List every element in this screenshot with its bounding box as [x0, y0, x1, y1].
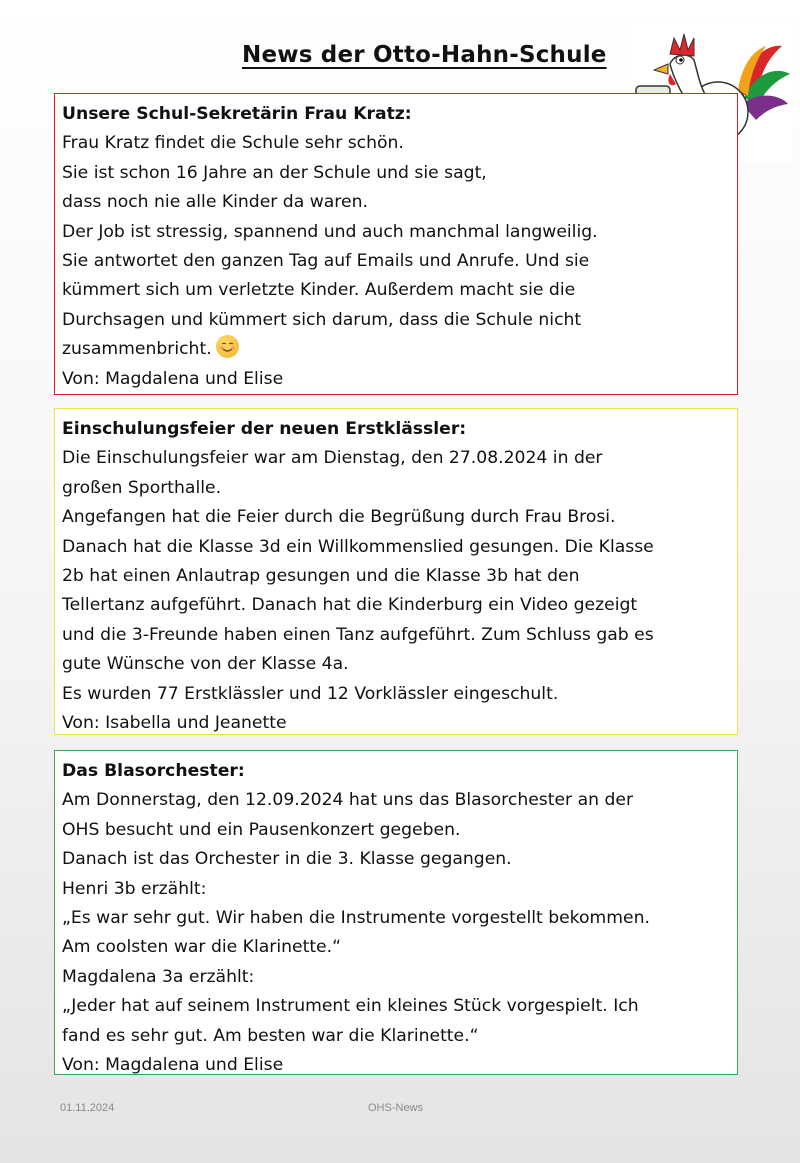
article-heading: Unsere Schul-Sekretärin Frau Kratz:	[62, 104, 412, 124]
article-line: Die Einschulungsfeier war am Dienstag, den 27.08.2024 in der	[62, 448, 603, 469]
article-line: Danach hat die Klasse 3d ein Willkommenslied gesungen. Die Klasse	[62, 536, 654, 557]
article-school-secretary	[54, 93, 738, 395]
article-line: Angefangen hat die Feier durch die Begrüßung durch Frau Brosi.	[62, 507, 616, 528]
article-line: Am coolsten war die Klarinette.“	[62, 937, 341, 958]
article-author: Von: Magdalena und Elise	[62, 368, 284, 389]
article-line: Durchsagen und kümmert sich darum, dass die Schule nicht	[62, 309, 582, 330]
article-heading: Einschulungsfeier der neuen Erstklässler:	[62, 419, 467, 439]
article-line: Tellertanz aufgeführt. Danach hat die Kinderburg ein Video gezeigt	[62, 595, 638, 616]
article-line: Sie antwortet den ganzen Tag auf Emails und Anrufe. Und sie	[62, 251, 590, 272]
article-heading: Das Blasorchester:	[62, 761, 245, 781]
article-line: „Jeder hat auf seinem Instrument ein kleines Stück vorgespielt. Ich	[62, 996, 639, 1017]
article-line: zusammenbricht.	[62, 339, 212, 360]
article-line: Der Job ist stressig, spannend und auch manchmal langweilig.	[62, 221, 598, 242]
smiling-face-icon	[216, 335, 239, 358]
article-line: fand es sehr gut. Am besten war die Klarinette.“	[62, 1025, 479, 1046]
article-line: dass noch nie alle Kinder da waren.	[62, 192, 368, 213]
article-line: Magdalena 3a erzählt:	[62, 966, 255, 987]
article-line: OHS besucht und ein Pausenkonzert gegeben.	[62, 819, 461, 840]
article-line: Frau Kratz findet die Schule sehr schön.	[62, 133, 404, 154]
article-line: 2b hat einen Anlautrap gesungen und die Klasse 3b hat den	[62, 566, 580, 587]
article-enrollment-ceremony	[54, 408, 738, 735]
article-line: kümmert sich um verletzte Kinder. Außerdem macht sie die	[62, 280, 576, 301]
footer-date: 01.11.2024	[60, 1102, 115, 1114]
article-line: Es wurden 77 Erstklässler und 12 Vorklässler eingeschult.	[62, 683, 559, 704]
article-line: Henri 3b erzählt:	[62, 878, 207, 899]
article-author: Von: Isabella und Jeanette	[62, 713, 287, 734]
article-line: Danach ist das Orchester in die 3. Klasse gegangen.	[62, 849, 512, 870]
article-line: und die 3-Freunde haben einen Tanz aufgeführt. Zum Schluss gab es	[62, 624, 654, 645]
article-line: „Es war sehr gut. Wir haben die Instrumente vorgestellt bekommen.	[62, 908, 650, 929]
page-title: News der Otto-Hahn-Schule	[242, 42, 607, 68]
article-line: Sie ist schon 16 Jahre an der Schule und sie sagt,	[62, 162, 487, 183]
article-line: Am Donnerstag, den 12.09.2024 hat uns das Blasorchester an der	[62, 790, 634, 811]
article-line-with-emoji	[62, 335, 737, 364]
article-line: großen Sporthalle.	[62, 477, 222, 498]
article-author: Von: Magdalena und Elise	[62, 1055, 284, 1076]
article-line: gute Wünsche von der Klasse 4a.	[62, 654, 349, 675]
footer-label: OHS-News	[368, 1102, 424, 1114]
article-wind-orchestra	[54, 750, 738, 1075]
